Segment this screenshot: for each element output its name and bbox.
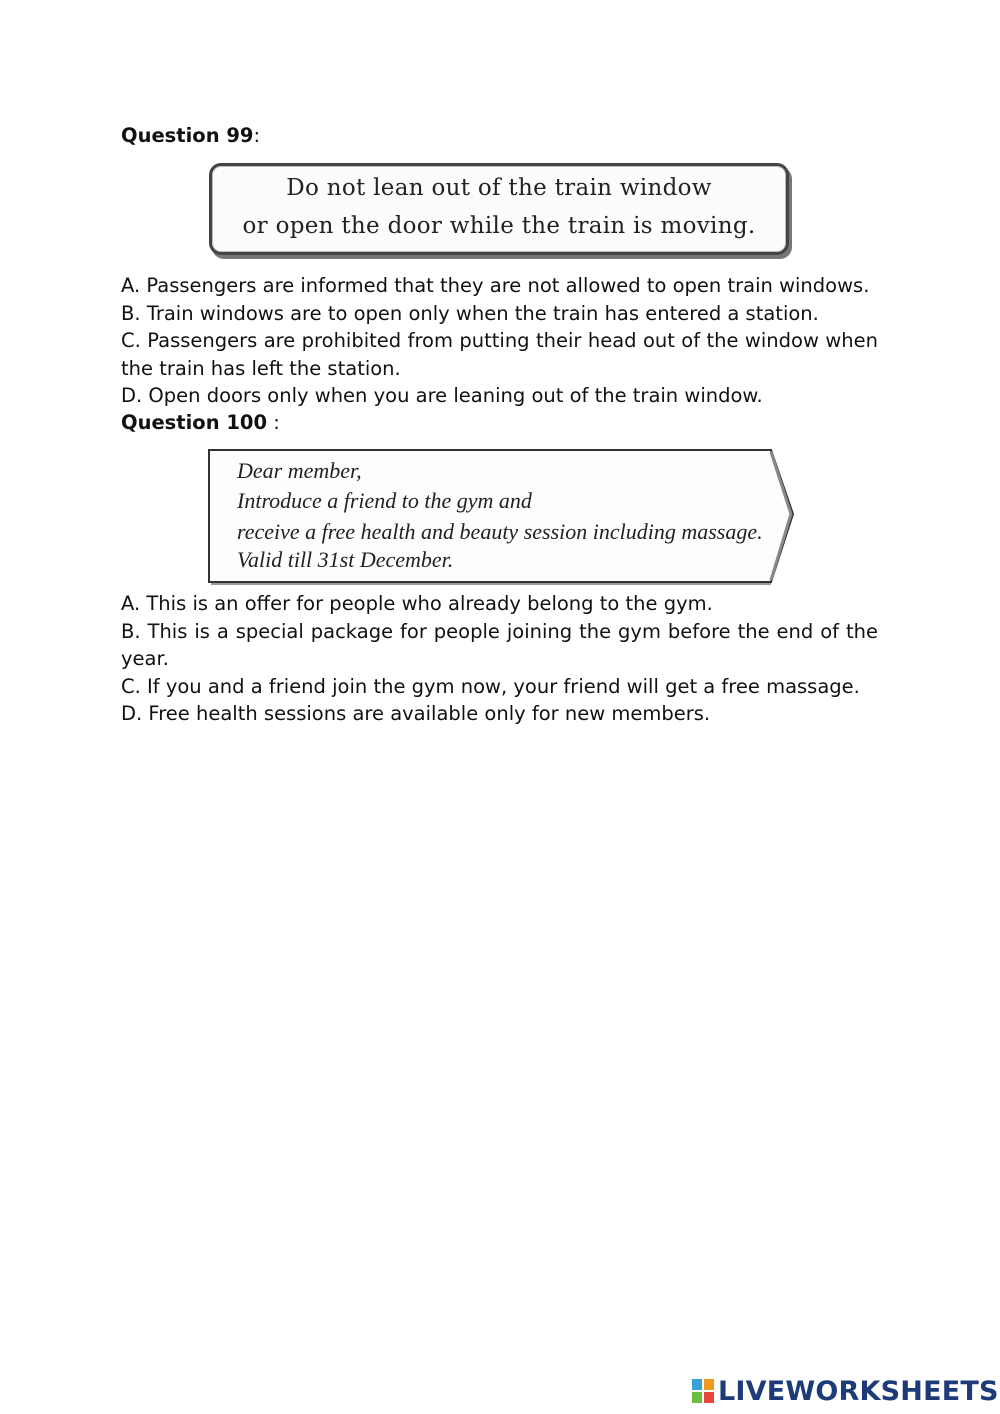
question-99-title — [121, 122, 260, 150]
question-99-options — [121, 272, 878, 410]
notice-line-1: Dear member, — [237, 458, 362, 483]
liveworksheets-logo — [692, 1374, 999, 1408]
option-d: D. Free health sessions are available only for new members. — [121, 702, 711, 725]
question-99-suffix: : — [253, 124, 261, 147]
question-100-options — [121, 590, 878, 728]
notice-line-4: Valid till 31st December. — [237, 547, 454, 572]
notice-line-2: Introduce a friend to the gym and — [237, 488, 532, 513]
option-b: B. Train windows are to open only when the train has entered a station. — [121, 301, 819, 325]
question-100-title — [121, 409, 280, 437]
gym-offer-notice — [205, 446, 797, 588]
option-b: B. This is a special package for people joining the gym before the end of the year. — [121, 619, 878, 670]
option-a: A. Passengers are informed that they are not allowed to open train windows. — [121, 274, 870, 297]
notice-line-3: receive a free health and beauty session including massage. — [237, 519, 763, 544]
option-a: A. This is an offer for people who already belong to the gym. — [121, 592, 713, 615]
question-99-label: Question 99 — [121, 124, 254, 147]
question-100-suffix: : — [267, 411, 280, 434]
sign-line-2: or open the door while the train is moving. — [242, 213, 756, 239]
option-c: C. If you and a friend join the gym now, your friend will get a free massage. — [121, 674, 860, 698]
logo-text: LIVEWORKSHEETS — [718, 1375, 999, 1407]
train-notice-sign — [209, 163, 789, 255]
sign-line-1: Do not lean out of the train window — [286, 175, 712, 201]
option-c: C. Passengers are prohibited from putting their head out of the window when the train has left the station. — [121, 329, 878, 380]
logo-grid-icon — [692, 1379, 714, 1403]
option-d: D. Open doors only when you are leaning out of the train window. — [121, 384, 763, 407]
question-100-label: Question 100 — [121, 411, 268, 434]
